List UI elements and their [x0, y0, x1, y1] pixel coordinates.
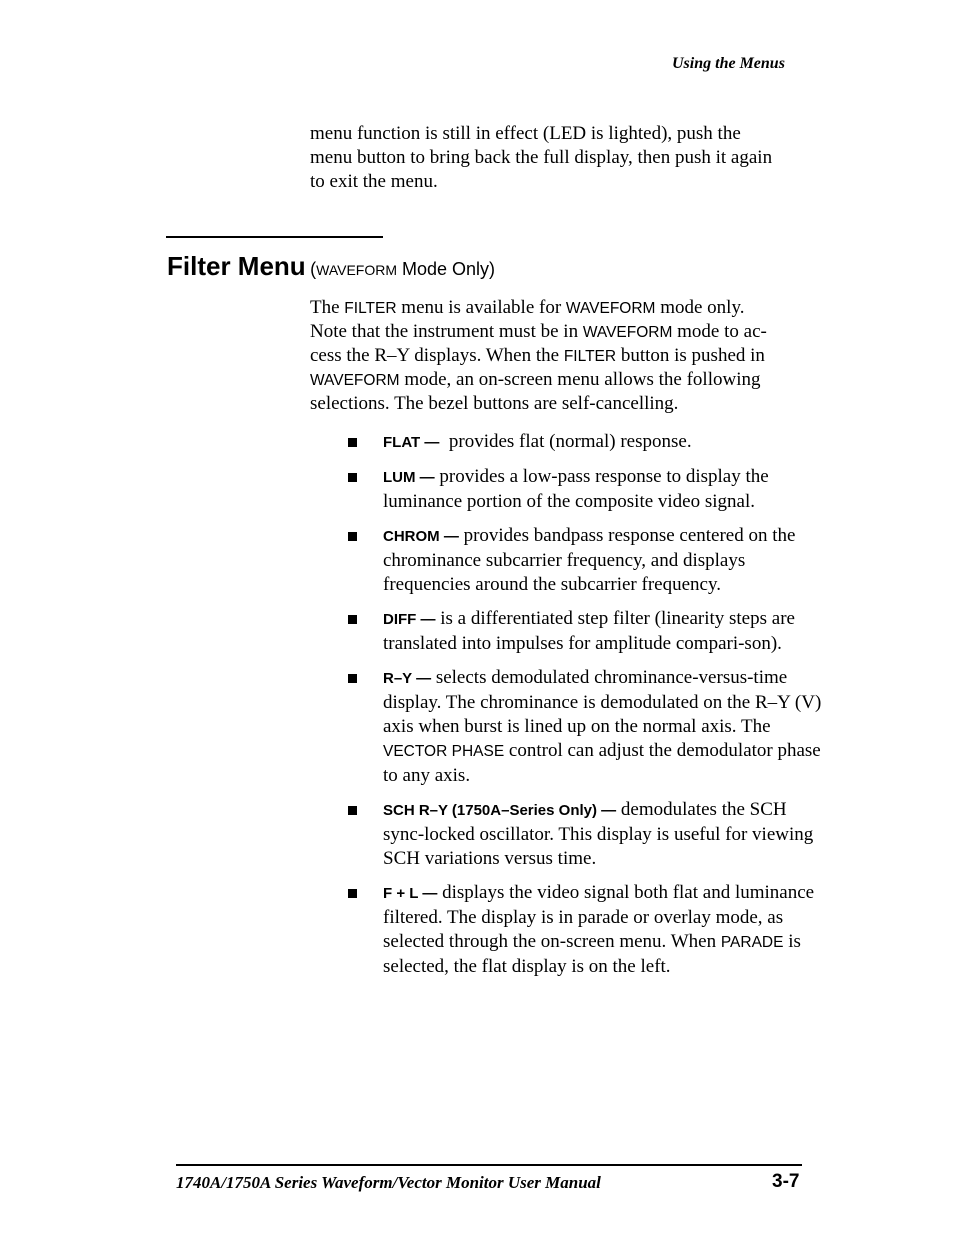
intro-line: menu button to bring back the full display, then push it again	[310, 147, 773, 168]
bullet-square-icon	[348, 473, 357, 482]
intro-line: menu function is still in effect (LED is lighted), push the	[310, 123, 741, 144]
bullet-square-icon	[348, 674, 357, 683]
footer-rule	[176, 1164, 802, 1166]
bullet-square-icon	[348, 615, 357, 624]
bullet-square-icon	[348, 532, 357, 541]
option-description: provides bandpass response centered on the chrominance subcarrier frequency, and displays frequencies around the subcarrier frequency.	[383, 525, 796, 595]
section-subtitle: (WAVEFORM Mode Only)	[310, 259, 496, 279]
paragraph-line: selections. The bezel buttons are self-cancelling.	[310, 393, 679, 414]
heading-rule	[166, 236, 383, 238]
section-title: Filter Menu	[167, 251, 306, 281]
option-term: SCH R–Y (1750A–Series Only) —	[383, 802, 617, 819]
list-item-sch-r-y	[347, 798, 827, 871]
option-description: provides flat (normal) response.	[439, 431, 692, 452]
list-item-diff	[347, 607, 827, 656]
paragraph-line: cess the R–Y displays. When the FILTER button is pushed in	[310, 345, 765, 366]
list-item-r-y	[347, 666, 827, 788]
option-term: DIFF —	[383, 611, 436, 628]
list-item-flat	[347, 430, 827, 455]
option-description: displays the video signal both flat and luminance filtered. The display is in parade or overlay mode, as selected through the on-screen menu. When	[383, 882, 815, 952]
list-item-f-plus-l	[347, 881, 827, 979]
option-description: demodulates the SCH sync-locked oscillator. This display is useful for viewing SCH variations versus time.	[383, 799, 814, 869]
filter-options-list	[347, 430, 827, 989]
footer-manual-title: 1740A/1750A Series Waveform/Vector Monitor User Manual	[176, 1173, 601, 1192]
option-description: is selected, the flat display is on the left.	[383, 931, 801, 977]
option-description: selects demodulated chrominance-versus-time display. The chrominance is demodulated on the R–Y (V) axis when burst is lined up on the normal axis. The	[383, 667, 822, 737]
paragraph-line: The FILTER menu is available for WAVEFORM mode only.	[310, 297, 745, 318]
option-description: provides a low-pass response to display the luminance portion of the composite video signal.	[383, 466, 769, 512]
running-header: Using the Menus	[672, 55, 785, 72]
page-number: 3-7	[772, 1171, 800, 1192]
option-term: LUM —	[383, 469, 435, 486]
intro-paragraph	[310, 122, 825, 194]
option-description: control can adjust the demodulator phase to any axis.	[383, 740, 821, 786]
option-description-control: PARADE	[720, 934, 784, 951]
filter-paragraph	[310, 296, 825, 416]
option-term: F + L —	[383, 885, 438, 902]
list-item-lum	[347, 465, 827, 514]
intro-line: to exit the menu.	[310, 171, 438, 192]
list-item-chrom	[347, 524, 827, 597]
option-term: CHROM —	[383, 528, 459, 545]
option-description-control: VECTOR PHASE	[383, 743, 505, 760]
paragraph-line: Note that the instrument must be in WAVEFORM mode to ac-	[310, 321, 767, 342]
option-term: FLAT —	[383, 434, 440, 451]
bullet-square-icon	[348, 806, 357, 815]
section-heading	[167, 251, 495, 282]
bullet-square-icon	[348, 438, 357, 447]
option-term: R–Y —	[383, 670, 432, 687]
bullet-square-icon	[348, 889, 357, 898]
option-description: is a differentiated step filter (linearity steps are translated into impulses for amplitude compari-son).	[383, 608, 795, 654]
paragraph-line: WAVEFORM mode, an on-screen menu allows the following	[310, 369, 761, 390]
